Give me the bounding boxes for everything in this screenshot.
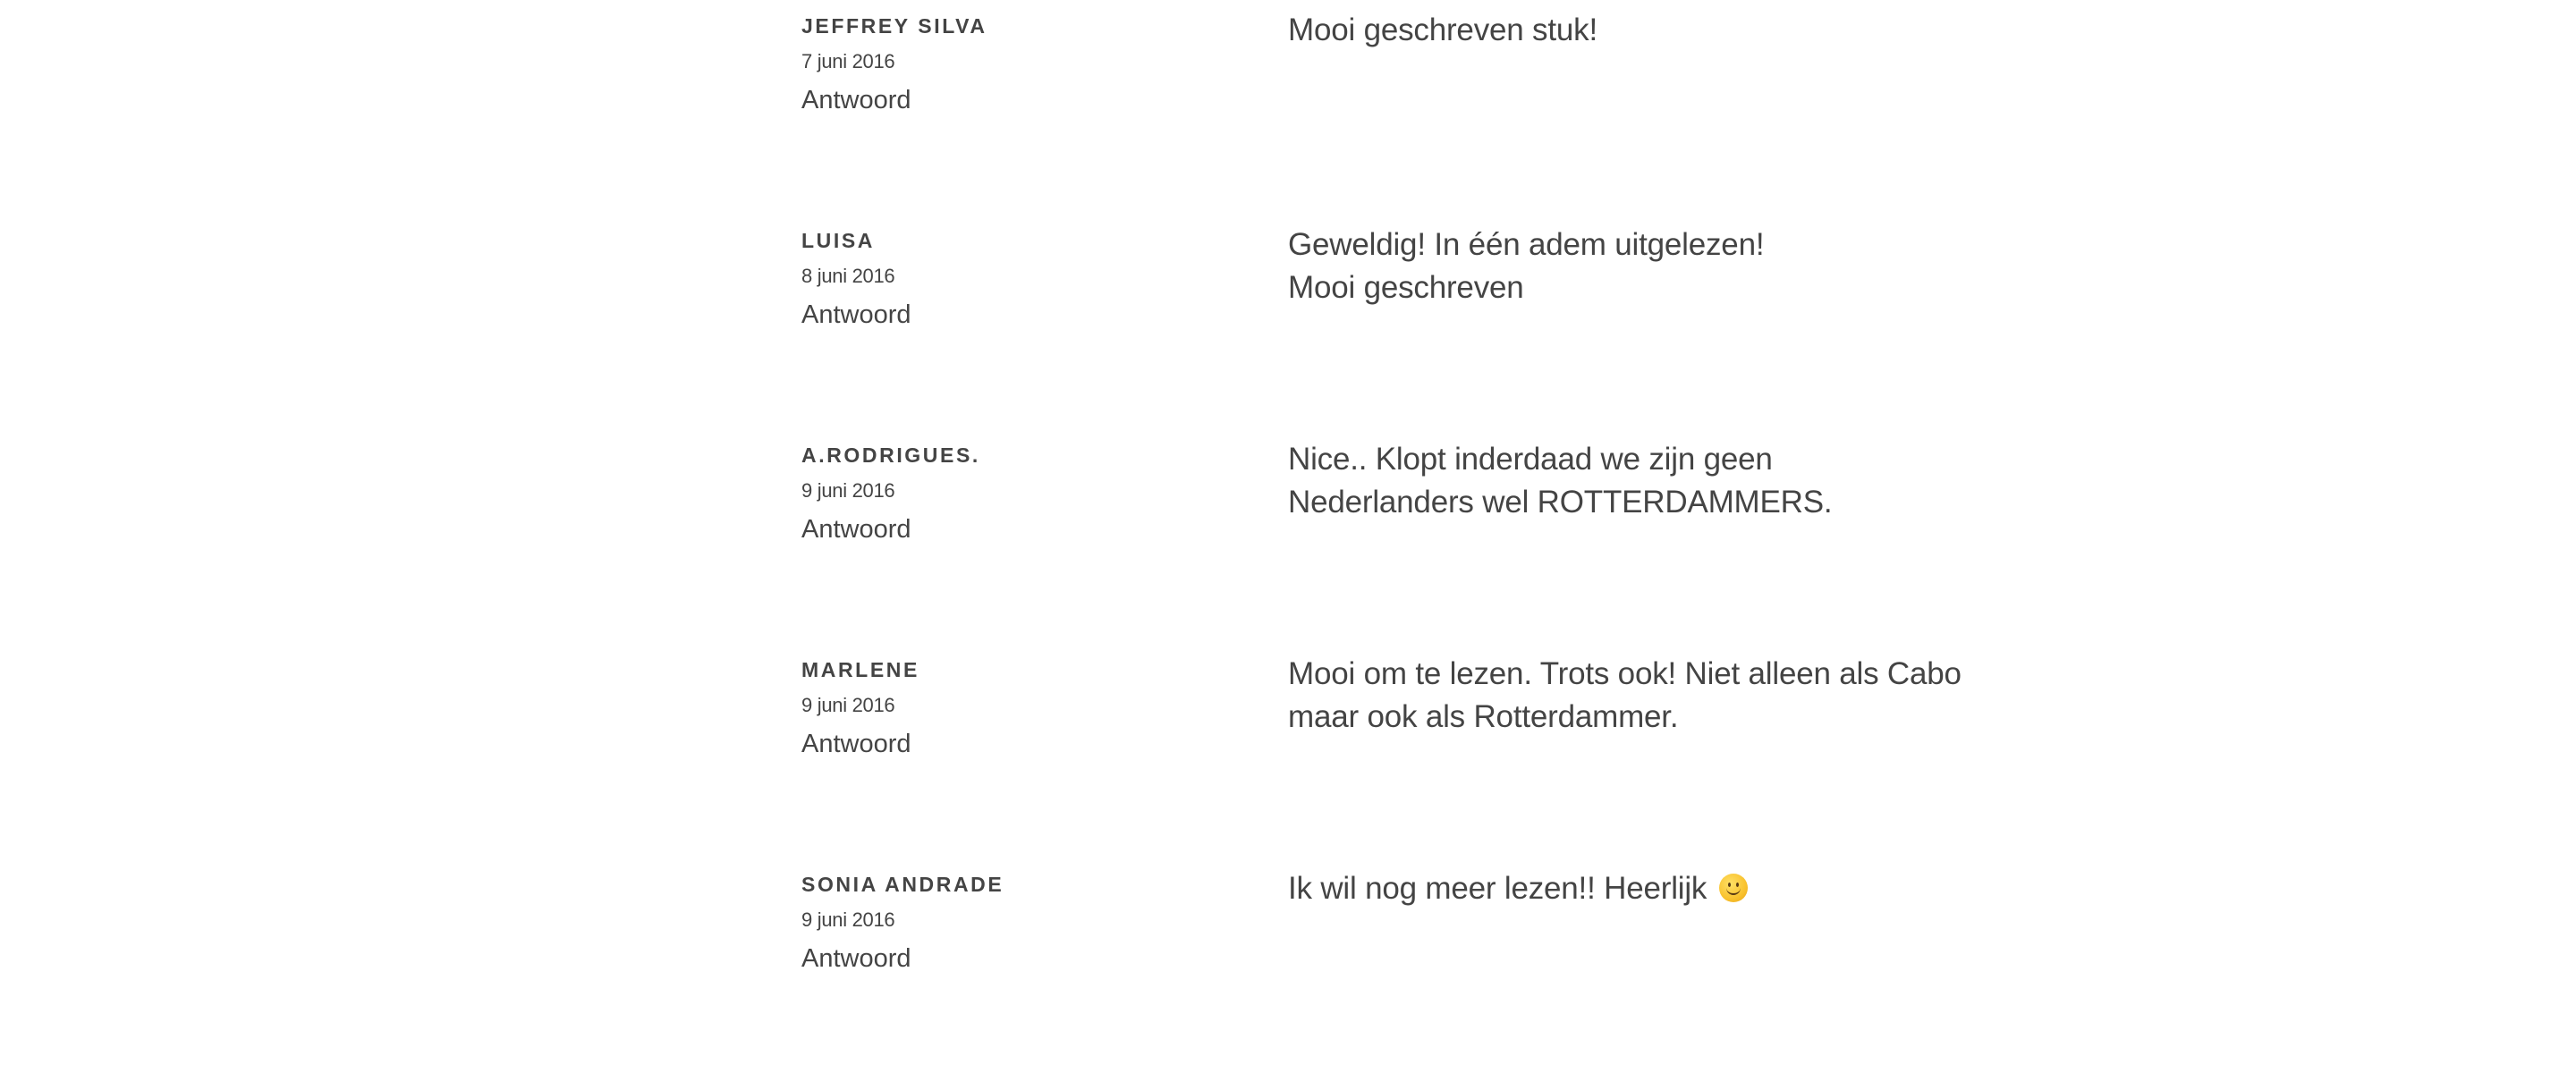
comment-item — [0, 644, 2576, 858]
comment-text-line: Mooi geschreven — [1288, 270, 1524, 305]
reply-link[interactable]: Antwoord — [801, 730, 911, 758]
comment-author: MARLENE — [801, 658, 919, 681]
comment-author: SONIA ANDRADE — [801, 873, 1004, 896]
comment-text-line — [1288, 867, 2004, 910]
comment-body — [1288, 224, 2004, 309]
comment-date[interactable]: 9 juni 2016 — [801, 908, 895, 931]
comment-date[interactable]: 9 juni 2016 — [801, 694, 895, 716]
comment-item — [0, 0, 2576, 215]
comment-text-line: maar ook als Rotterdammer. — [1288, 699, 1679, 734]
comment-text: Ik wil nog meer lezen!! Heerlijk — [1288, 871, 1707, 906]
comment-date[interactable]: 7 juni 2016 — [801, 50, 895, 72]
emoji-mouth — [1726, 886, 1741, 895]
comment-item — [0, 858, 2576, 1073]
comment-item — [0, 429, 2576, 644]
comment-author: JEFFREY SILVA — [801, 14, 987, 38]
reply-link[interactable]: Antwoord — [801, 944, 911, 973]
reply-link[interactable]: Antwoord — [801, 515, 911, 544]
comment-body — [1288, 653, 2004, 739]
comment-text-line: Nice.. Klopt inderdaad we zijn geen — [1288, 442, 1773, 477]
comment-body — [1288, 438, 2004, 524]
comment-body — [1288, 9, 2004, 52]
comment-date[interactable]: 9 juni 2016 — [801, 479, 895, 502]
slightly-smiling-face-icon — [1719, 874, 1748, 902]
comment-text-line: Nederlanders wel ROTTERDAMMERS. — [1288, 485, 1833, 520]
comment-text-line: Mooi geschreven stuk! — [1288, 13, 1597, 47]
reply-link[interactable]: Antwoord — [801, 300, 911, 329]
comment-author: A.RODRIGUES. — [801, 444, 980, 467]
comment-text-line: Mooi om te lezen. Trots ook! Niet alleen als Cabo — [1288, 656, 1962, 691]
comment-author: LUISA — [801, 229, 875, 252]
reply-link[interactable]: Antwoord — [801, 86, 911, 114]
comment-item — [0, 215, 2576, 429]
comment-body — [1288, 867, 2004, 910]
comment-date[interactable]: 8 juni 2016 — [801, 265, 895, 287]
comment-text-line: Geweldig! In één adem uitgelezen! — [1288, 227, 1765, 262]
